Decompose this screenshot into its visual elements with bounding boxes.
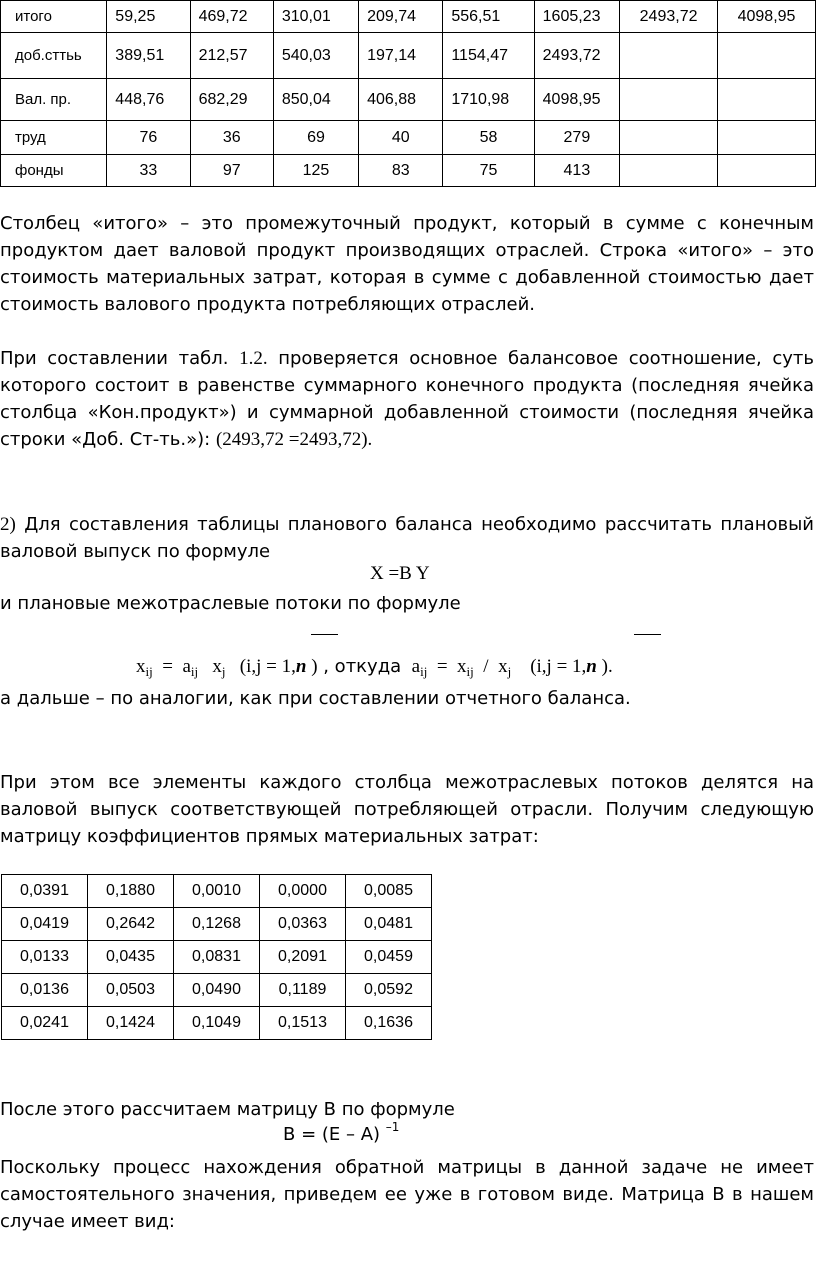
table-cell <box>718 155 816 187</box>
formula-symbol: x <box>498 656 508 677</box>
overline-range-2 <box>634 634 661 635</box>
matrix-cell: 0,0435 <box>88 941 174 974</box>
row-label: фонды <box>1 155 107 187</box>
table-cell: 279 <box>534 121 619 155</box>
balance-table <box>0 0 816 187</box>
matrix-cell: 0,0136 <box>2 974 88 1007</box>
formula-subscript: ij <box>420 664 428 679</box>
table-cell: 69 <box>273 121 358 155</box>
matrix-cell: 0,1268 <box>174 908 260 941</box>
row-label: итого <box>1 1 107 33</box>
formula-symbol: = <box>162 656 173 677</box>
matrix-cell: 0,1189 <box>260 974 346 1007</box>
table-cell <box>620 121 718 155</box>
matrix-row <box>2 1007 432 1040</box>
paragraph-text: а дальше – по аналогии, как при составлении отчетного баланса. <box>0 688 631 709</box>
matrix-cell: 0,0503 <box>88 974 174 1007</box>
matrix-cell: 0,1424 <box>88 1007 174 1040</box>
matrix-cell: 0,2091 <box>260 941 346 974</box>
matrix-cell: 0,0133 <box>2 941 88 974</box>
table-cell: 59,25 <box>107 1 190 33</box>
matrix-cell: 0,0419 <box>2 908 88 941</box>
table-cell <box>620 79 718 121</box>
table-cell: 310,01 <box>273 1 358 33</box>
matrix-cell: 0,0000 <box>260 875 346 908</box>
matrix-cell: 0,0481 <box>346 908 432 941</box>
formula-symbol: ) <box>306 656 318 677</box>
paragraph-text: При составлении табл. <box>0 348 240 369</box>
balance-equation: (2493,72 =2493,72). <box>215 429 373 450</box>
formula-gross-output <box>370 563 430 585</box>
formula-flows: $x_{ij} = a_{ij}$ $x_j$ (i,j = 1,n ) , откуда $a_{ij} = x_{ij} / x_j$ (i,j = 1,n ). <box>136 656 613 679</box>
matrix-row <box>2 875 432 908</box>
matrix-row <box>2 941 432 974</box>
matrix-cell: 0,1636 <box>346 1007 432 1040</box>
formula-symbol: a <box>411 656 421 677</box>
row-label: Вал. пр. <box>1 79 107 121</box>
table-row <box>1 33 816 79</box>
paragraph-text: и плановые межотраслевые потоки по формуле <box>0 593 461 614</box>
table-number: 1.2. <box>239 348 268 369</box>
table-cell: 97 <box>190 155 273 187</box>
formula-symbol: / <box>483 656 489 677</box>
formula-text: X =B Y <box>370 563 430 584</box>
table-cell: 4098,95 <box>534 79 619 121</box>
table-cell: 850,04 <box>273 79 358 121</box>
matrix-row <box>2 908 432 941</box>
matrix-cell: 0,0085 <box>346 875 432 908</box>
table-cell: 58 <box>443 121 534 155</box>
formula-subscript: ij <box>190 664 199 679</box>
paragraph-ready-matrix <box>0 1154 814 1235</box>
table-cell: 1605,23 <box>534 1 619 33</box>
table-cell <box>718 79 816 121</box>
paragraph-text: При этом все элементы каждого столбца межотраслевых потоков делятся на валовой выпуск соответствующей потребляющей отрасли. Получим следующую матрицу коэффициентов прямых материальных затрат: <box>0 772 814 847</box>
formula-subscript: ij <box>145 664 153 679</box>
table-cell: 556,51 <box>443 1 534 33</box>
table-cell: 40 <box>359 121 443 155</box>
table-row <box>1 155 816 187</box>
matrix-cell: 0,0831 <box>174 941 260 974</box>
table-cell: 33 <box>107 155 190 187</box>
formula-range: (i,j = 1, <box>239 656 296 677</box>
paragraph-text: Столбец «итого» – это промежуточный продукт, который в сумме с конечным продуктом дает валовой продукт производящих отраслей. Строка «итого» – это стоимость материальных затрат, которая в сумме с добавленной стоимостью дает стоимость валового продукта потребляющих отраслей. <box>0 213 814 315</box>
matrix-cell: 0,0490 <box>174 974 260 1007</box>
matrix-cell: 0,0010 <box>174 875 260 908</box>
matrix-cell: 0,0459 <box>346 941 432 974</box>
table-cell: 540,03 <box>273 33 358 79</box>
paragraph-coefficients <box>0 769 814 850</box>
table-cell: 125 <box>273 155 358 187</box>
paragraph-text: Поскольку процесс нахождения обратной матрицы в данной задаче не имеет самостоятельного значения, приведем ее уже в готовом виде. Матрица В в нашем случае имеет вид: <box>0 1157 814 1232</box>
formula-subscript: ij <box>466 664 474 679</box>
table-cell: 448,76 <box>107 79 190 121</box>
table-cell: 75 <box>443 155 534 187</box>
row-label: труд <box>1 121 107 155</box>
matrix-cell: 0,0241 <box>2 1007 88 1040</box>
table-cell: 682,29 <box>190 79 273 121</box>
table-cell <box>620 155 718 187</box>
paragraph-plan-balance <box>0 511 814 565</box>
table-row <box>1 121 816 155</box>
table-cell: 197,14 <box>359 33 443 79</box>
paragraph-text: Для составления таблицы планового баланса необходимо рассчитать плановый валовой выпуск по формуле <box>0 514 814 562</box>
table-cell: 469,72 <box>190 1 273 33</box>
paragraph-matrix-b <box>0 1096 814 1123</box>
table-cell: 83 <box>359 155 443 187</box>
formula-symbol: n <box>295 656 307 677</box>
matrix-cell: 0,2642 <box>88 908 174 941</box>
table-cell <box>620 33 718 79</box>
formula-symbol: x <box>212 656 222 677</box>
row-label: доб.сттьь <box>1 33 107 79</box>
formula-symbol: n <box>586 656 597 677</box>
matrix-cell: 0,0363 <box>260 908 346 941</box>
formula-symbol: ) <box>596 656 608 677</box>
formula-subscript: j <box>507 664 512 679</box>
table-cell: 76 <box>107 121 190 155</box>
table-row <box>1 1 816 33</box>
table-cell: 212,57 <box>190 33 273 79</box>
paragraph-intermediate-product <box>0 210 814 318</box>
formula-symbol: x <box>457 656 467 677</box>
table-row <box>1 79 816 121</box>
formula-superscript: –1 <box>385 1120 400 1134</box>
table-cell: 4098,95 <box>718 1 816 33</box>
matrix-cell: 0,0592 <box>346 974 432 1007</box>
matrix-cell: 0,0391 <box>2 875 88 908</box>
coefficient-matrix-table <box>1 874 432 1040</box>
matrix-cell: 0,1049 <box>174 1007 260 1040</box>
table-cell: 389,51 <box>107 33 190 79</box>
overline-range-1 <box>311 634 338 635</box>
paragraph-analogy <box>0 685 814 712</box>
table-cell: 413 <box>534 155 619 187</box>
formula-symbol: = <box>436 656 448 677</box>
formula-inverse <box>283 1120 400 1145</box>
table-cell: 2493,72 <box>620 1 718 33</box>
table-cell: 2493,72 <box>534 33 619 79</box>
table-cell <box>718 121 816 155</box>
table-cell: 406,88 <box>359 79 443 121</box>
matrix-cell: 0,1880 <box>88 875 174 908</box>
table-cell: 36 <box>190 121 273 155</box>
formula-symbol: a <box>182 656 191 677</box>
matrix-row <box>2 974 432 1007</box>
formula-text: В = (Е – А) <box>283 1124 381 1145</box>
table-cell: 1154,47 <box>443 33 534 79</box>
matrix-cell: 0,1513 <box>260 1007 346 1040</box>
paragraph-balance-check <box>0 345 814 453</box>
formula-symbol: x <box>136 656 146 677</box>
paragraph-text: После этого рассчитаем матрицу В по формуле <box>0 1099 455 1120</box>
formula-text: , откуда <box>317 656 407 677</box>
table-cell: 209,74 <box>359 1 443 33</box>
table-cell: 1710,98 <box>443 79 534 121</box>
formula-subscript: j <box>221 664 226 679</box>
paragraph-text: проверяется основное балансовое соотношение, суть которого состоит в равенстве суммарного конечного продукта (последняя ячейка столбца «Кон.продукт») и суммарной добавленной стоимости (последняя ячейка строки «Доб. Ст-ть.»): <box>0 348 814 450</box>
formula-range: (i,j = 1, <box>530 656 587 677</box>
paragraph-flows <box>0 590 814 617</box>
list-number: 2) <box>0 514 16 535</box>
table-cell <box>718 33 816 79</box>
